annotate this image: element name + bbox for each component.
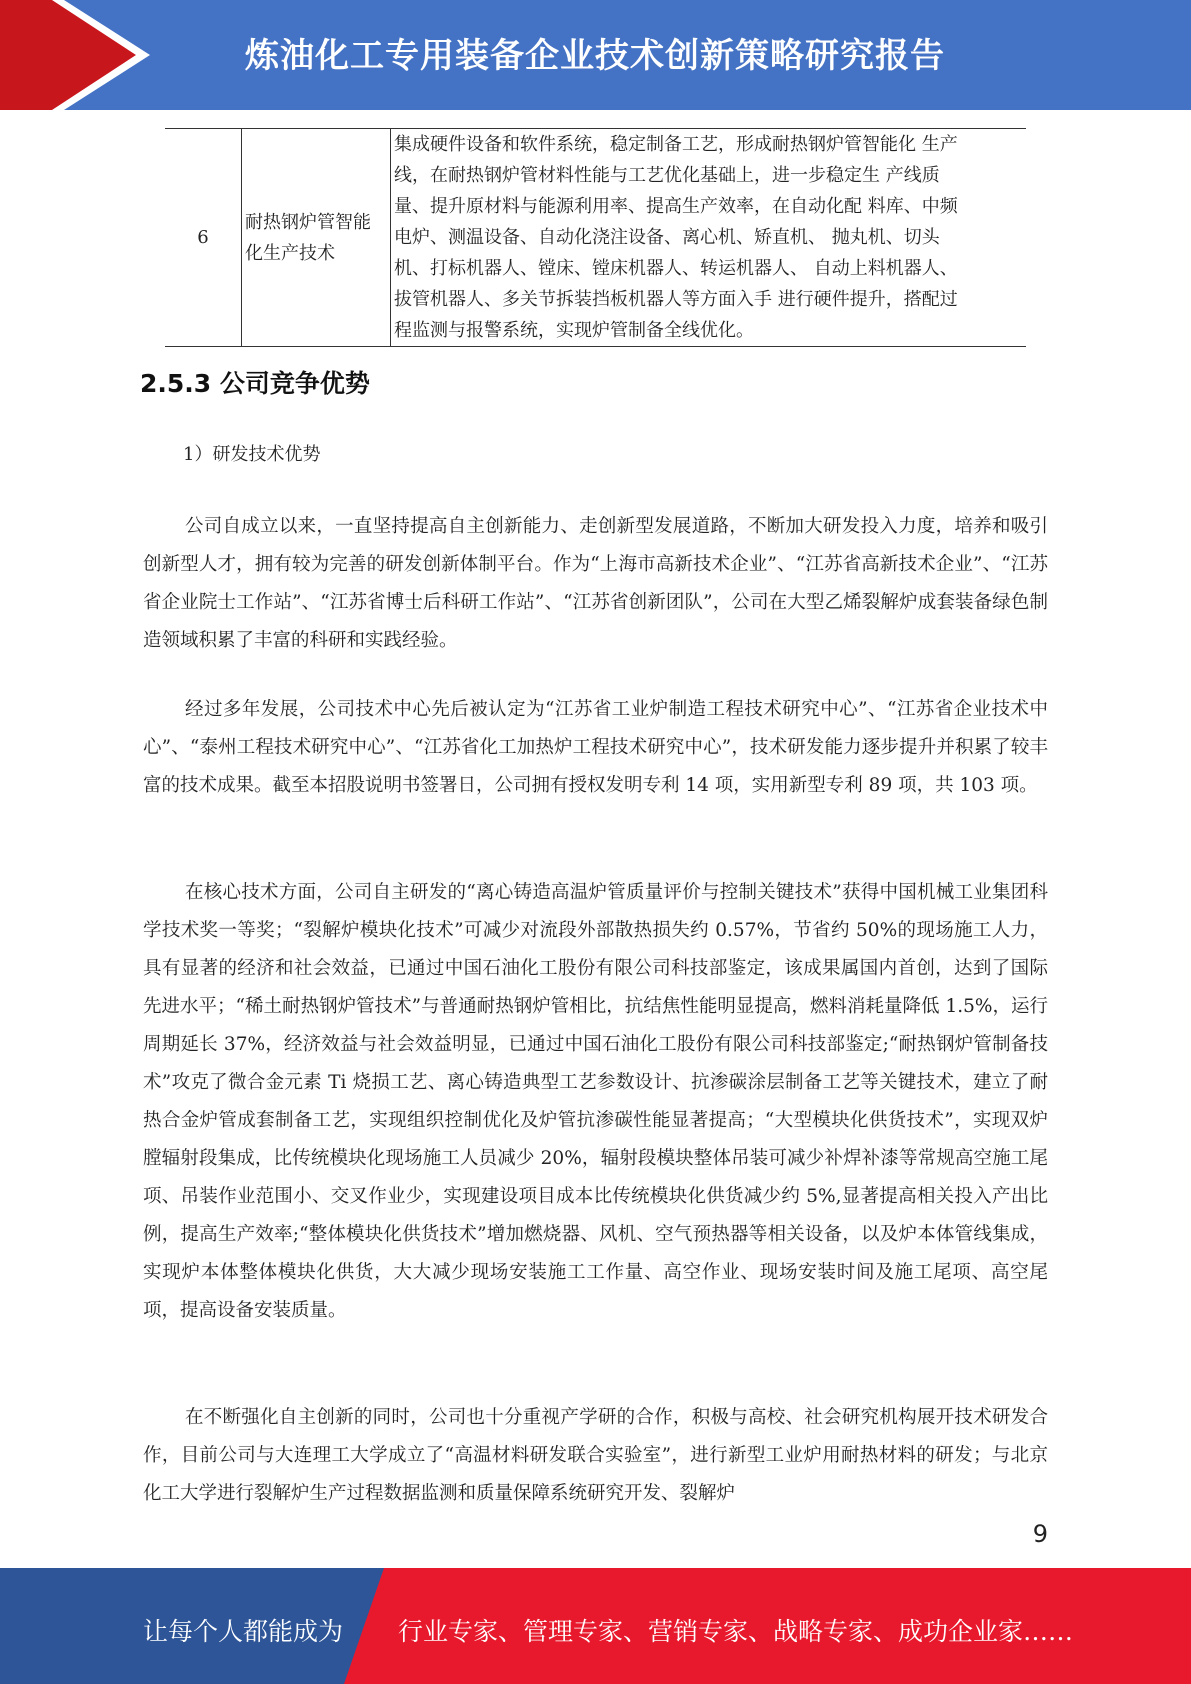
body-paragraph: 经过多年发展，公司技术中心先后被认定为“江苏省工业炉制造工程技术研究中心”、“江苏省企业技术中心”、“泰州工程技术研究中心”、“江苏省化工加热炉工程技术研究中心”，技术研发能力逐步提升并积累了较丰富的技术成果。截至本招股说明书签署日，公司拥有授权发明专利 14 项，实用新型专利 89 项，共 103 项。: [143, 699, 1048, 796]
body-paragraph: 在不断强化自主创新的同时，公司也十分重视产学研的合作，积极与高校、社会研究机构展开技术研发合作，目前公司与大连理工大学成立了“高温材料研发联合实验室”，进行新型工业炉用耐热材料的研发；与北京化工大学进行裂解炉生产过程数据监测和质量保障系统研究开发、裂解炉: [143, 1407, 1048, 1504]
desc-line: 线，在耐热钢炉管材料性能与工艺优化基础上，进一步稳定生 产线质: [394, 165, 940, 186]
footer-slogan-right: 行业专家、管理专家、营销专家、战略专家、成功企业家……: [398, 1617, 1074, 1646]
row-number: 6: [165, 129, 242, 347]
body-paragraph: 公司自成立以来，一直坚持提高自主创新能力、走创新型发展道路，不断加大研发投入力度，培养和吸引创新型人才，拥有较为完善的研发创新体制平台。作为“上海市高新技术企业”、“江苏省高新技术企业”、“江苏省企业院士工作站”、“江苏省博士后科研工作站”、“江苏省创新团队”，公司在大型乙烯裂解炉成套装备绿色制造领域积累了丰富的科研和实践经验。: [143, 516, 1048, 651]
desc-line: 量、提升原材料与能源利用率、提高生产效率，在自动化配 料库、中频: [394, 196, 958, 217]
technology-table: [165, 128, 1026, 347]
desc-line: 程监测与报警系统，实现炉管制备全线优化。: [394, 320, 754, 341]
body-paragraph: 在核心技术方面，公司自主研发的“离心铸造高温炉管质量评价与控制关键技术”获得中国机械工业集团科学技术奖一等奖；“裂解炉模块化技术”可减少对流段外部散热损失约 0.57%，节省约 50%的现场施工人力，具有显著的经济和社会效益，已通过中国石油化工股份有限公司科技部鉴定，该成果属国内首创，达到了国际先进水平；“稀土耐热钢炉管技术”与普通耐热钢炉管相比，抗结焦性能明显提高，燃料消耗量降低 1.5%，运行周期延长 37%，经济效益与社会效益明显，已通过中国石油化工股份有限公司科技部鉴定;“耐热钢炉管制备技术”攻克了微合金元素 Ti 烧损工艺、离心铸造典型工艺参数设计、抗渗碳涂层制备工艺等关键技术，建立了耐热合金炉管成套制备工艺，实现组织控制优化及炉管抗渗碳性能显著提高；“大型模块化供货技术”，实现双炉膛辐射段集成，比传统模块化现场施工人员减少 20%，辐射段模块整体吊装可减少补焊补漆等常规高空施工尾项、吊装作业范围小、交叉作业少，实现建设项目成本比传统模块化供货减少约 5%,显著提高相关投入产出比例，提高生产效率;“整体模块化供货技术”增加燃烧器、风机、空气预热器等相关设备，以及炉本体管线集成，实现炉本体整体模块化供货，大大减少现场安装施工工作量、高空作业、现场安装时间及施工尾项、高空尾项，提高设备安装质量。: [143, 882, 1048, 1321]
subsection-heading: 1）研发技术优势: [183, 444, 321, 465]
desc-line: 拔管机器人、多关节拆装挡板机器人等方面入手 进行硬件提升，搭配过: [394, 289, 958, 310]
section-heading: 2.5.3 公司竞争优势: [140, 369, 370, 398]
desc-line: 机、打标机器人、镗床、镗床机器人、转运机器人、 自动上料机器人、: [394, 258, 958, 279]
row-description: [391, 129, 1027, 347]
page-number: 9: [1032, 1520, 1048, 1548]
footer-slogan-left: 让每个人都能成为: [143, 1617, 344, 1646]
row-technology-name: 耐热钢炉管智能化生产技术: [242, 129, 391, 347]
desc-line: 集成硬件设备和软件系统，稳定制备工艺，形成耐热钢炉管智能化 生产: [394, 134, 958, 155]
report-title: 炼油化工专用装备企业技术创新策略研究报告: [245, 36, 945, 76]
table-row: [165, 129, 1026, 347]
desc-line: 电炉、测温设备、自动化浇注设备、离心机、矫直机、 抛丸机、切头: [394, 227, 940, 248]
